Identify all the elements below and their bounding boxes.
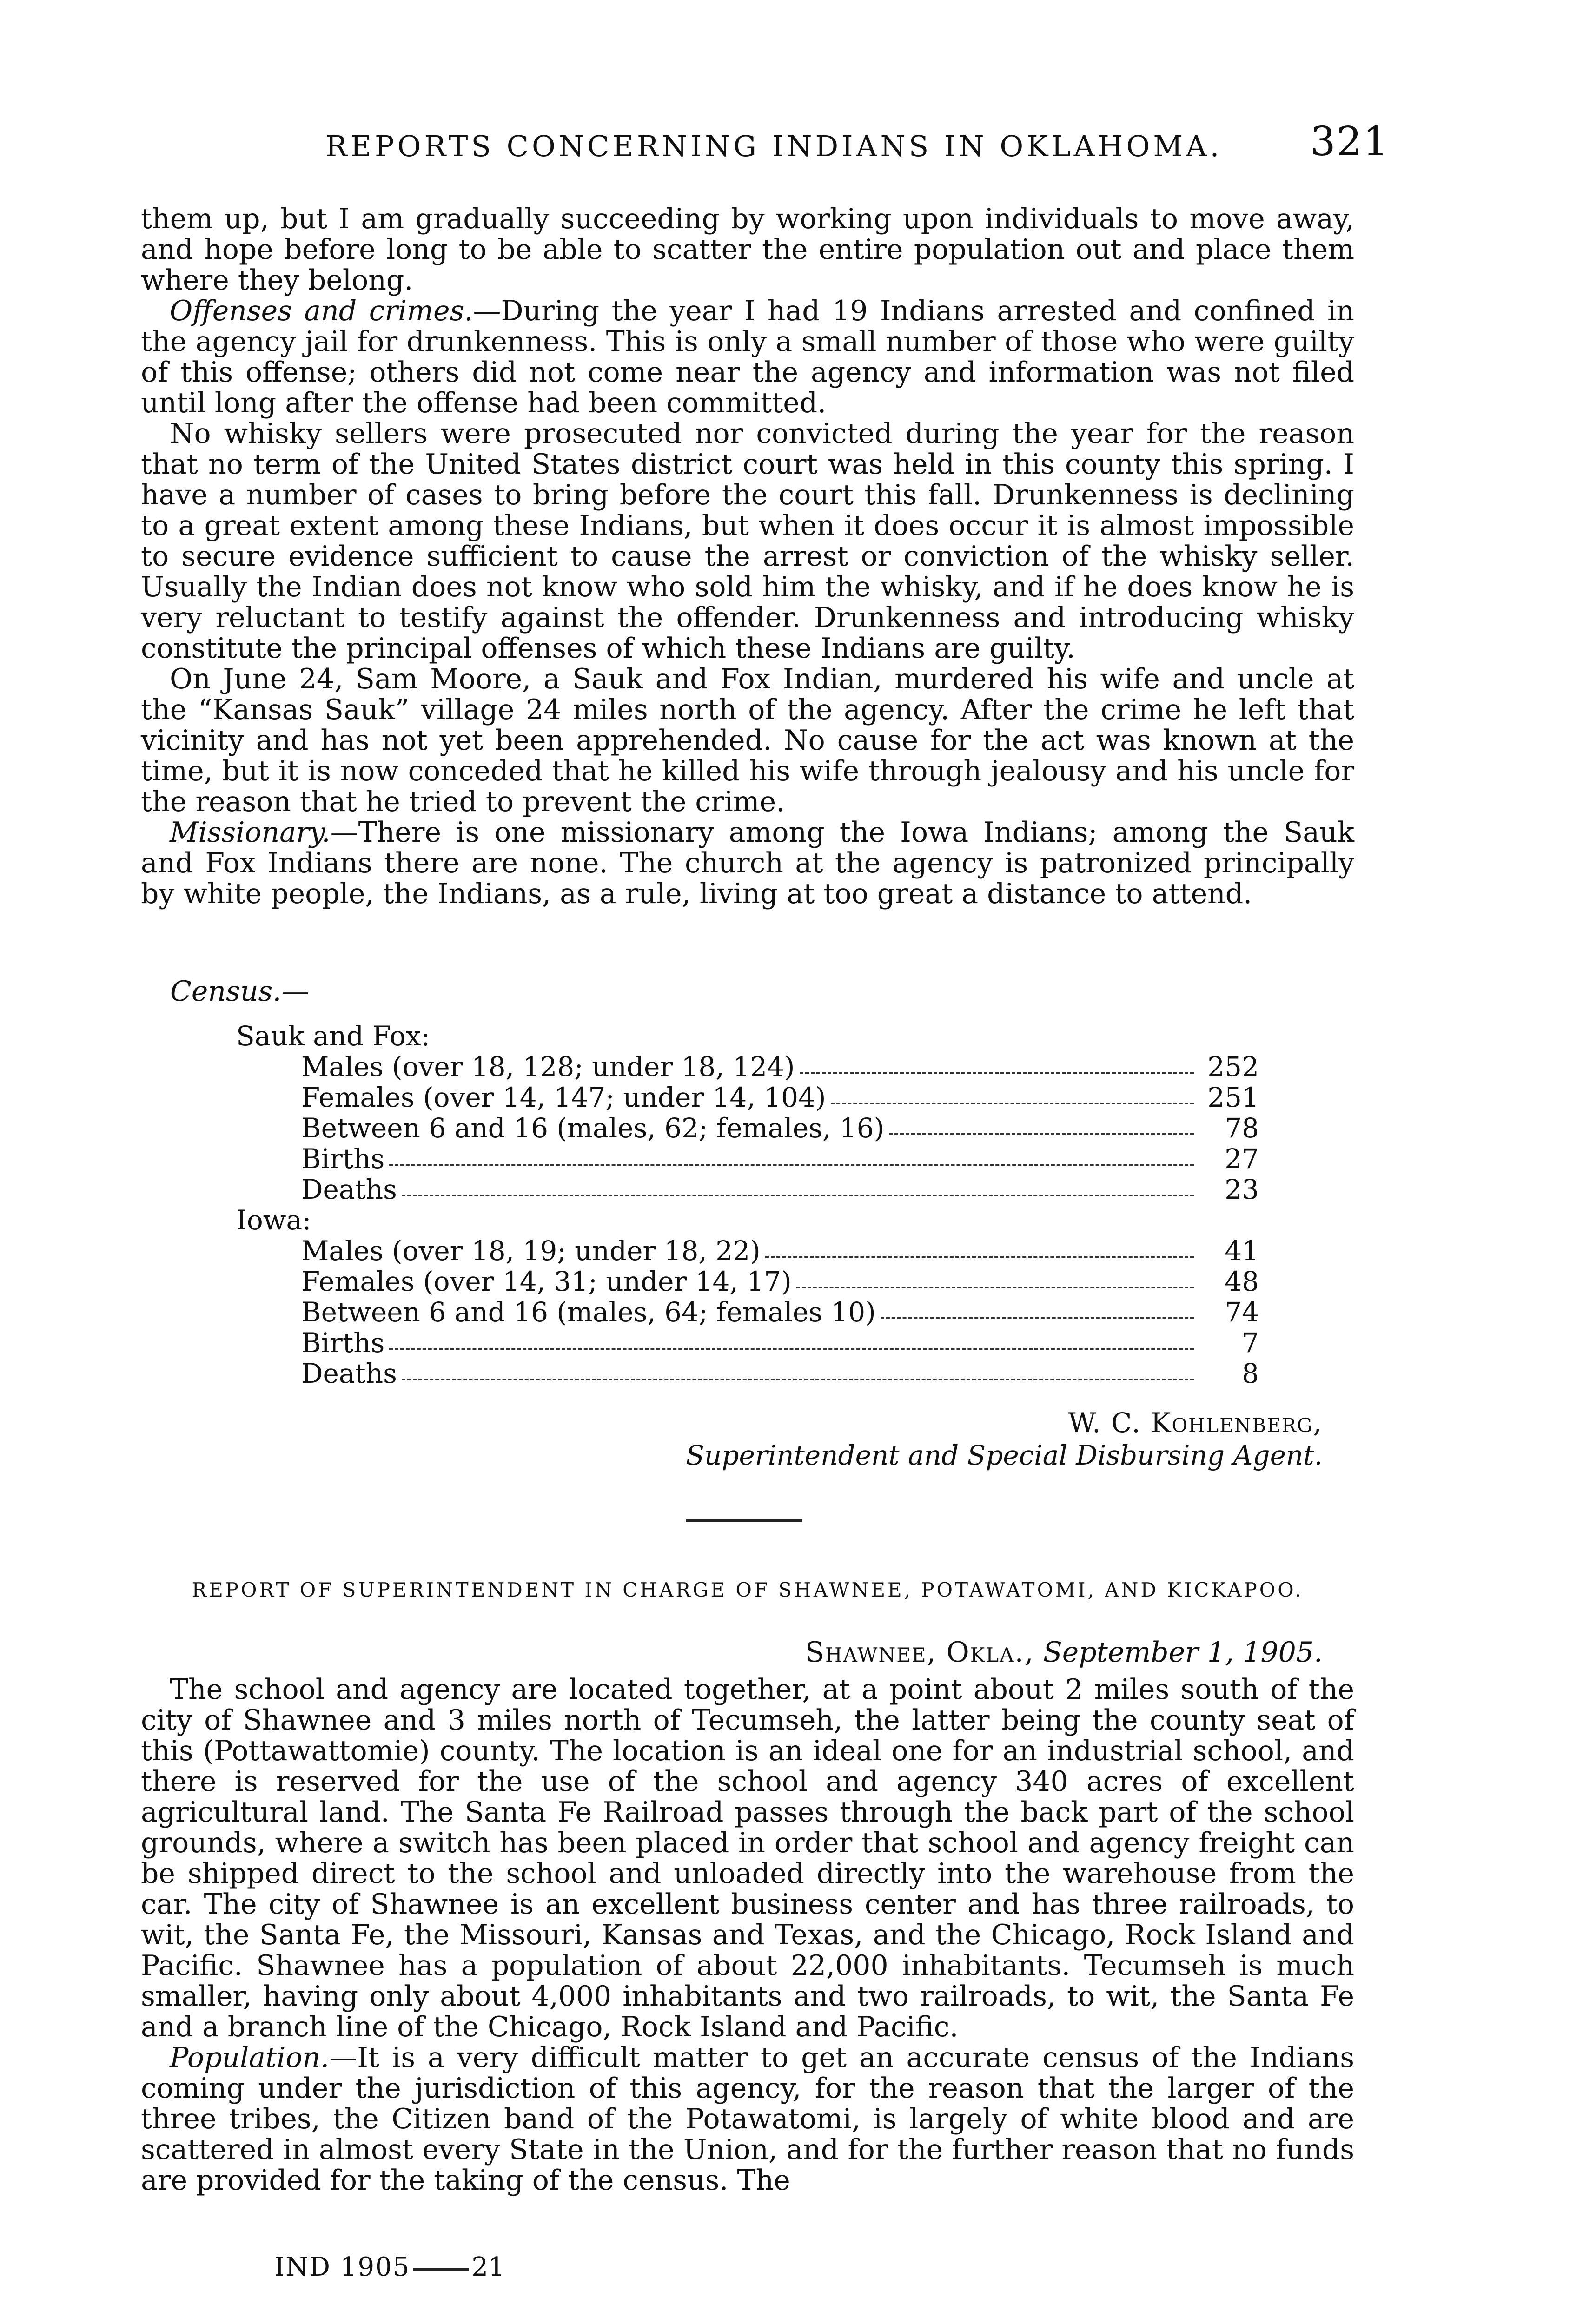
census-group-sauk-fox: Sauk and Fox: (236, 1020, 430, 1052)
paragraph-whisky: No whisky sellers were prosecuted nor convicted during the year for the reason that no term of the United States district court was held in this county this spring. I have a number of cases to bring before the court this fall. Drunkenness is declining to a great extent among these Indians, but when it does occur it is almost impossible to secure evidence sufficient to cause the arrest or conviction of the whisky seller. Usually the Indian does not know who sold him the whisky, and if he does know he is very reluctant to testify against the offender. Drunkenness and introducing whisky constitute the principal offenses of which these Indians are guilty. (141, 417, 1354, 665)
offenses-lead: Offenses and crimes. (170, 295, 473, 327)
paragraph-location: The school and agency are located together, at a point about 2 miles south of the city of Shawnee and 3 miles north of Tecumseh, the latter being the county seat of this (Pottawattomie) county. The location is an ideal one for an industrial school, and there is reserved for the use of the school and agency 340 acres of excellent agricultural land. The Santa Fe Railroad passes through the back part of the school grounds, where a switch has been placed in order that school and agency freight can be shipped direct to the school and unloaded directly into the warehouse from the car. The city of Shawnee is an excellent business center and has three railroads, to wit, the Santa Fe, the Missouri, Kansas and Texas, and the Chicago, Rock Island and Pacific. Shawnee has a population of about 22,000 inhabitants. Tecumseh is much smaller, having only about 4,000 inhabitants and two railroads, to wit, the Santa Fe and a branch line of the Chicago, Rock Island and Pacific. (141, 1673, 1354, 2043)
dateline-place: Shawnee, Okla., (805, 1636, 1034, 1669)
census-row: Females (over 14, 147; under 14, 104) 251 (301, 1082, 1259, 1113)
signature-name: W. C. Kohlenberg, (1068, 1407, 1323, 1439)
paragraph-murder: On June 24, Sam Moore, a Sauk and Fox Indian, murdered his wife and uncle at the “Kansas Sauk” village 24 miles north of the agency. After the crime he left that vicinity and has not yet been apprehended. No cause for the act was known at the time, but it is now conceded that he killed his wife through jealousy and his uncle for the reason that he tried to prevent the crime. (141, 663, 1354, 818)
census-row: Between 6 and 16 (males, 64; females 10) 74 (301, 1296, 1259, 1328)
signature-mark-dash (413, 2268, 469, 2271)
census-row: Deaths 8 (301, 1358, 1259, 1389)
census-row: Males (over 18, 128; under 18, 124) 252 (301, 1051, 1259, 1083)
section-divider (686, 1519, 802, 1522)
offenses-text: —During the year I had 19 Indians arrested and confined in the agency jail for drunkenness. This is only a small number of those who were guilty of this offense; others did not come near the agency and information was not filed until long after the offense had been committed. (141, 295, 1355, 419)
census-row: Between 6 and 16 (males, 62; females, 16) 78 (301, 1112, 1259, 1144)
census-row: Births 7 (301, 1327, 1259, 1359)
census-group-iowa: Iowa: (236, 1204, 311, 1236)
body-section2 (141, 1674, 1354, 2196)
running-title: REPORTS CONCERNING INDIANS IN OKLAHOMA. (325, 129, 1223, 163)
census-row: Births 27 (301, 1143, 1259, 1175)
census-table (236, 1021, 1259, 1389)
printer-signature-mark (274, 2252, 505, 2282)
signature-mark-left: IND 1905 (274, 2252, 411, 2282)
dateline (805, 1636, 1323, 1669)
missionary-lead: Missionary. (170, 816, 331, 849)
paragraph-missionary (141, 817, 1354, 909)
signature-mark-right: 21 (471, 2252, 505, 2282)
population-text: —It is a very difficult matter to get an accurate census of the Indians coming under the jurisdiction of this agency, for the reason that the larger of the three tribes, the Citizen band of the Potawatomi, is largely of white blood and are scattered in almost every State in the Union, and for the further reason that no funds are provided for the taking of the census. The (141, 2041, 1354, 2197)
census-row: Males (over 18, 19; under 18, 22) 41 (301, 1235, 1259, 1267)
population-lead: Population. (170, 2041, 330, 2074)
paragraph-population (141, 2042, 1354, 2196)
missionary-text: —There is one missionary among the Iowa Indians; among the Sauk and Fox Indians there are none. The church at the agency is patronized principally by white people, the Indians, as a rule, living at too great a distance to attend. (141, 816, 1354, 910)
paragraph-continuation: them up, but I am gradually succeeding by working upon individuals to move away, and hope before long to be able to scatter the entire population out and place them where they belong. (141, 203, 1354, 297)
page-number: 321 (1310, 119, 1390, 165)
census-row: Deaths 23 (301, 1174, 1259, 1205)
signature-block (686, 1406, 1323, 1472)
census-row: Females (over 14, 31; under 14, 17) 48 (301, 1266, 1259, 1297)
body-top (141, 204, 1354, 909)
section-heading: REPORT OF SUPERINTENDENT IN CHARGE OF SHAWNEE, POTAWATOMI, AND KICKAPOO. (192, 1578, 1304, 1601)
paragraph-offenses (141, 296, 1354, 418)
census-heading: Census.— (170, 975, 310, 1008)
signature-title: Superintendent and Special Disbursing Agent. (686, 1439, 1323, 1471)
dateline-date: September 1, 1905. (1043, 1636, 1323, 1669)
